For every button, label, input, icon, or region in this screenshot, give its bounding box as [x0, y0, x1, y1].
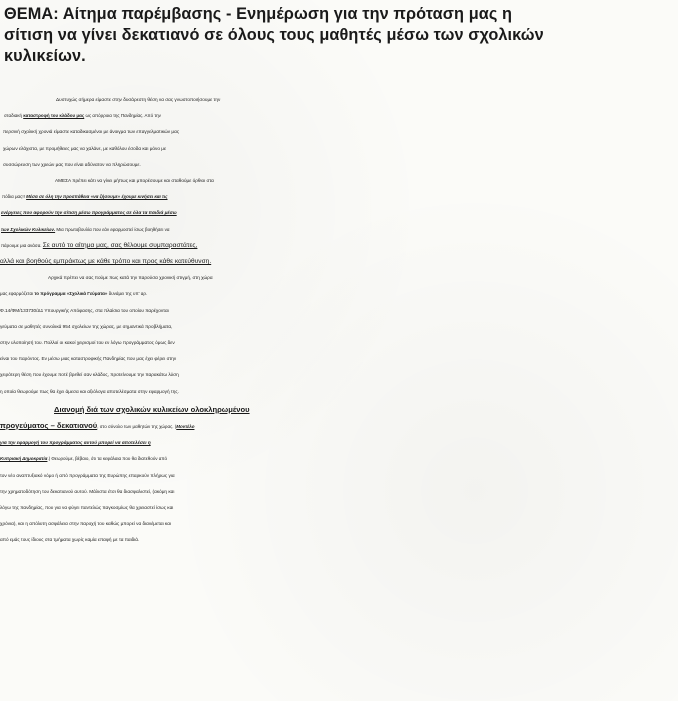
emphasis-run: καταστροφή του κλάδου μας	[23, 113, 85, 119]
text-run: , στο σύνολο των μαθητών της χώρας. (	[97, 424, 177, 430]
text-line: χρόνια), και η απόλυτη ασφάλεια στην παροχή του καθώς μπορεί να διανέμεται και	[0, 521, 171, 527]
text-line: γεύματα σε μαθητές συνολικά 954 σχολείων της χώρας, με σημαντικά προβλήματα,	[0, 323, 173, 329]
subject-line: ΘΕΜΑ: Αίτημα παρέμβασης - Ενημέρωση για την πρόταση μας η	[4, 5, 513, 23]
text-line: ενέργειες που αφορούν την σίτιση μέσω προγράμματος σε όλα τα παιδιά μέσω	[1, 210, 177, 216]
text-line	[0, 222, 678, 238]
text-line: Αρχικά πρέπει να σας πούμε πως κατά την παρούσα χρονική στιγμή, στη χώρα	[48, 275, 213, 281]
subject-heading	[4, 4, 672, 67]
emphasis-run: Μέσα σε όλη την προσπάθεια «να ζήσουμε» έχουμε κινήσει και τις	[26, 194, 168, 200]
emphasis-run: Σε αυτό το αίτημα μας, σας θέλουμε συμπαραστάτες,	[42, 241, 198, 249]
text-line: στην υλοποίησή του. Πολλοί οι κακοί χειρισμοί του εν λόγω προγράμματος όμως δεν	[0, 340, 175, 346]
subject-line: σίτιση να γίνει δεκατιανό σε όλους τους μαθητές μέσω των σχολικών	[4, 26, 544, 44]
text-line	[0, 189, 678, 205]
text-line	[0, 451, 678, 467]
text-line: η οποία θεωρούμε πως θα έχει άμεσα και αξιόλογα αποτελέσματα στην εφαρμογή της.	[0, 388, 179, 394]
emphasis-run: των Σχολικών Κυλικείων.	[1, 226, 56, 232]
text-line: ΑΜΕΣΑ πρέπει κάτι να γίνει μήπως και μπορέσουμε και σταθούμε όρθιοι στα	[55, 178, 214, 184]
emphasis-run: Κυπριακή Δημοκρατία	[0, 456, 48, 462]
subject-line: κυλικείων.	[4, 47, 86, 65]
text-line: Φ.14/ΦΜ/133730/Δ1 Υπουργικής Απόφασης, στα πλαίσια του οποίου παρέχονται	[0, 307, 169, 313]
text-line: περσινή σχολική χρονιά είμαστε καταδικασμένοι με άνοιγμα των επαγγελματικών μας	[3, 129, 180, 135]
text-line: αλλά και βοηθούς εμπράκτως με κάθε τρόπο και προς κάθε κατεύθυνση.	[0, 258, 212, 266]
text-line: συσσώρευση των χρεών μας που είναι αδύνατον να πληρώσουμε.	[3, 161, 141, 167]
text-run: Μια πρωτοβουλία που εάν εφαρμοστεί ίσως βοηθήσει να	[55, 226, 170, 232]
emphasis-run: Μοντέλο	[176, 424, 195, 430]
text-run: μας εφαρμόζεται	[0, 291, 35, 297]
text-line	[0, 286, 678, 302]
text-line	[0, 108, 678, 124]
text-line: την χρηματοδότηση του δεκατιανού αυτού. Μάλιστα έτσι θα διασφαλιστεί, (ακόμη και	[0, 488, 175, 494]
text-run: .) Θεωρούμε, βέβαιο, ότι τα κεφάλαια που θα διατεθούν από	[47, 456, 167, 462]
text-run: ως απόρροια της Πανδημίας. Από την	[84, 113, 161, 119]
text-line	[0, 238, 678, 254]
emphasis-run: το πρόγραμμα «Σχολικά Γεύματα»	[34, 291, 108, 297]
letter-body	[0, 92, 678, 549]
text-line: για την εφαρμογή του προγράμματος αυτού μπορεί να αποτελέσει η	[0, 440, 151, 446]
text-run: πόδια μας!!	[2, 194, 27, 200]
text-run: πάρουμε μια ανάσα.	[1, 242, 43, 248]
text-line: Διανομή διά των σχολικών κυλικείων ολοκληρωμένου	[54, 404, 250, 414]
text-line: από εμάς τους ίδιους στα τμήματα χωρίς καμία επαφή με τα παιδιά.	[0, 537, 140, 543]
text-line: Δυστυχώς σήμερα είμαστε στην δυσάρεστη θέση να σας γνωστοποιήσουμε την	[56, 97, 221, 102]
text-line: χειρότερη θέση που έχουμε ποτέ βρεθεί σαν κλάδος, προτείνουμε την παρακάτω λύση	[0, 372, 179, 378]
text-line	[0, 418, 678, 435]
text-line: είναι του παρόντος. Εν μέσω μιας καταστροφικής Πανδημίας που μας έχει φέρει στην	[0, 356, 177, 362]
text-run: σταδιακή	[4, 113, 24, 119]
text-line: τον νέο αναπτυξιακό νόμο ή από προγράμματα της Ευρώπης επαρκούν πλήρως για	[0, 472, 175, 478]
emphasis-run: προγεύματος – δεκατιανού	[0, 421, 98, 431]
text-run: δυνάμει της υπ' αρ.	[107, 291, 148, 297]
text-line: χώρων ελάχιστα, με προμήθειες μας να χαλάνε, με καθόλου έσοδα και μόνο με	[3, 145, 167, 151]
text-line: λόγω της πανδημίας, που για να φύγει παντελώς παγκοσμίως θα χρειαστεί ίσως και	[0, 505, 174, 511]
